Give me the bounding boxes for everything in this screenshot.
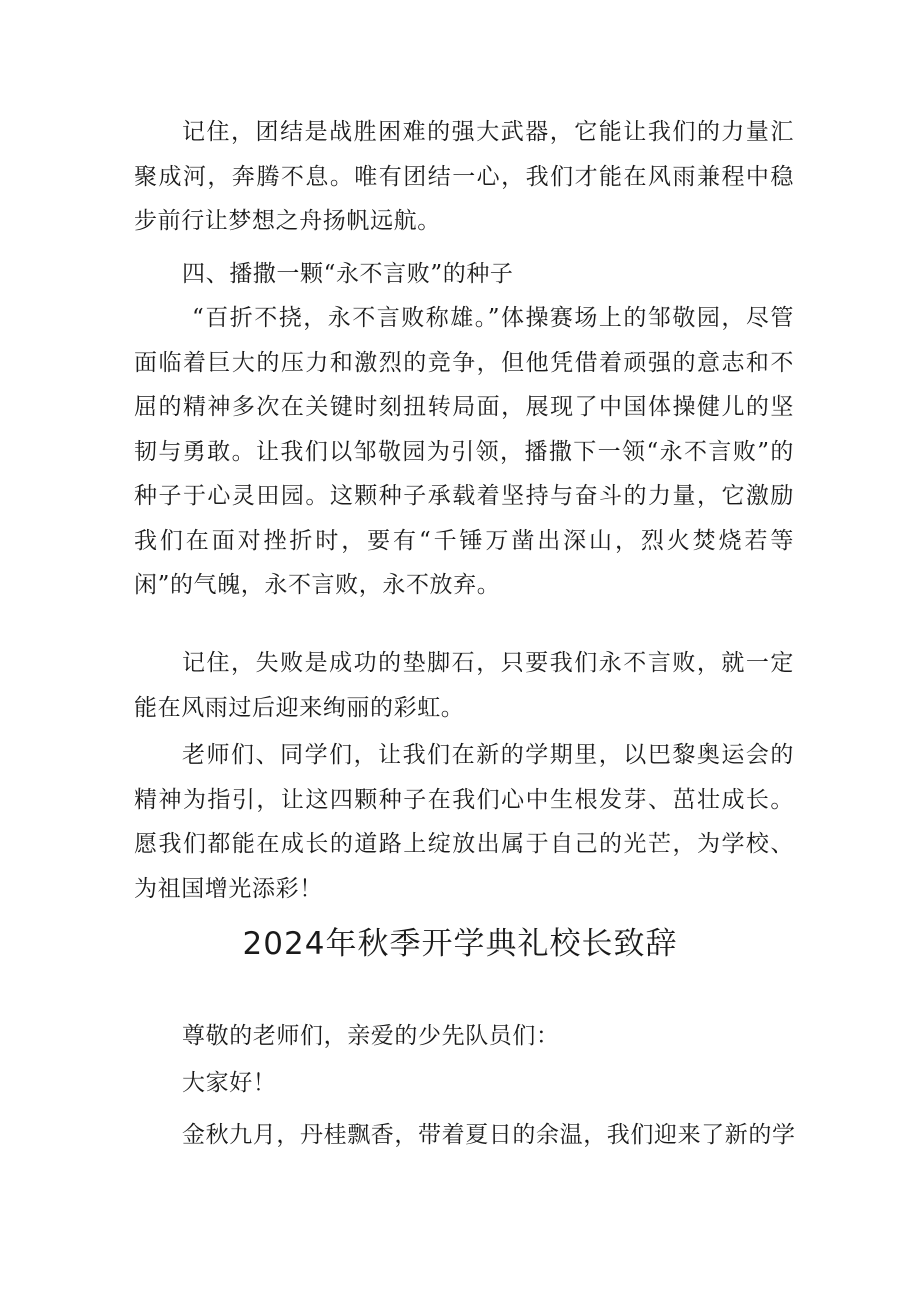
section-heading-never-give-up: 四、播撒一颗“永不言败”的种子 — [182, 261, 514, 287]
speech-salutation: 尊敬的老师们，亲爱的少先队员们： — [182, 1023, 560, 1049]
paragraph-closing-wishes: 老师们、同学们，让我们在新的学期里，以巴黎奥运会的精神为指引，让这四颗种子在我们心中生根发芽、茁壮成长。愿我们都能在成长的道路上绽放出属于自己的光芒，为学校、为祖国增光添彩！ — [134, 742, 794, 902]
speech-opening-line: 金秋九月，丹桂飘香，带着夏日的余温，我们迎来了新的学 — [182, 1122, 796, 1148]
paragraph-failure-conclusion: 记住，失败是成功的垫脚石，只要我们永不言败，就一定能在风雨过后迎来绚丽的彩虹。 — [134, 650, 794, 721]
paragraph-zou-jingyuan: “百折不挠，永不言败称雄。”体操赛场上的邹敬园，尽管面临着巨大的压力和激烈的竞争，但他凭借着顽强的意志和不屈的精神多次在关键时刻扭转局面，展现了中国体操健儿的坚韧与勇敢。让我们以邹敬园为引领，播撒下一领“永不言败”的种子于心灵田园。这颗种子承载着坚持与奋斗的力量，它激励我们在面对挫折时，要有“千锤万凿出深山，烈火焚烧若等闲”的气魄，永不言败，永不放弃。 — [134, 305, 794, 598]
paragraph-unity-conclusion: 记住，团结是战胜困难的强大武器，它能让我们的力量汇聚成河，奔腾不息。唯有团结一心，我们才能在风雨兼程中稳步前行让梦想之舟扬帆远航。 — [134, 119, 794, 234]
speech-greeting: 大家好！ — [182, 1070, 277, 1096]
speech-title: 2024年秋季开学典礼校长致辞 — [242, 926, 678, 962]
